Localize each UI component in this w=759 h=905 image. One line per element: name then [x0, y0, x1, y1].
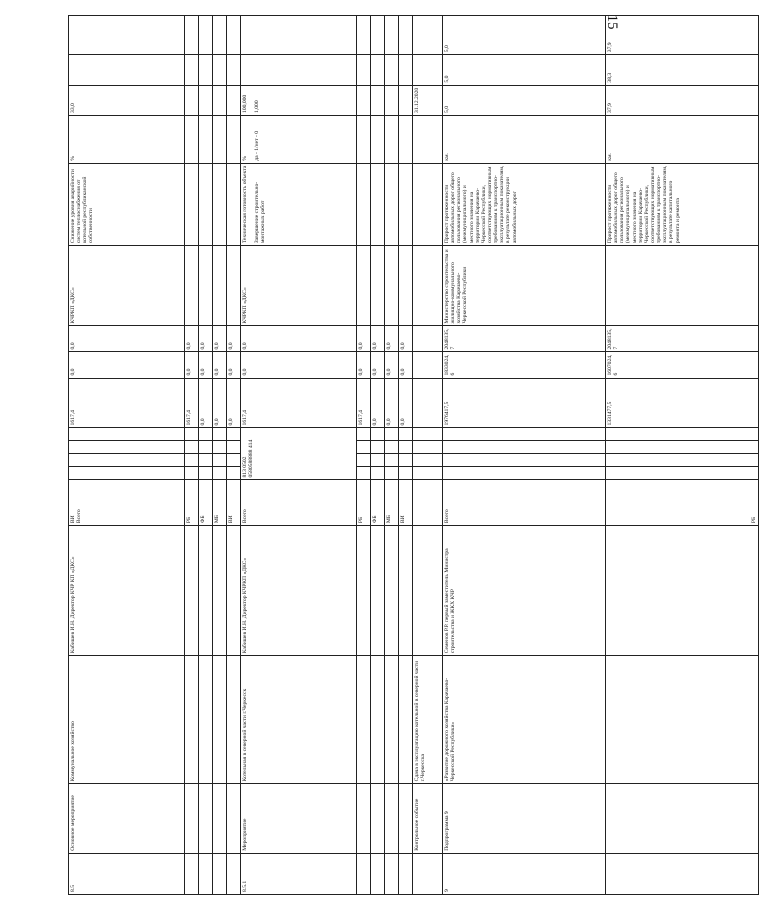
indicator-unit: км. — [443, 115, 606, 163]
indicator-name: Прирост протяженности автомобильных дорог общего пользования регионального (межмуниципального) и местного значения на территории Карачаево-Черкесской Республики, соответствующих нормативным требованиям к транспортно-эксплуатационным показателям, в результате реконструкции автомобильных дорог — [443, 163, 606, 245]
indicator-value: 33,0 — [69, 85, 185, 115]
table-row: ВИ 0,0 0,0 0,0 — [399, 16, 413, 895]
table-row: ФБ 0,0 0,0 0,0 — [199, 16, 213, 895]
row-number: 8.5.1 — [241, 853, 357, 894]
indicator-unit: % да - 1/нет - 0 — [241, 115, 357, 163]
program-table — [68, 15, 759, 895]
value-2019: 1617,4 — [69, 378, 185, 428]
table-row: ВИ 0,0 0,0 0,0 — [227, 16, 241, 895]
participant: КЧРКП «ДКС» — [241, 246, 357, 326]
table-row: РБ 1617,4 0,0 0,0 — [185, 16, 199, 895]
row-activity: «Развитие дорожного хозяйства Карачаево-Черкесской Республики» — [443, 656, 606, 784]
table-row — [69, 16, 185, 895]
row-executor: Кабишев И.Н. Директор КЧРКП «ДКС» — [241, 526, 357, 656]
row-executor: Семенов Р.Р. первый заместитель Министра строительства и ЖКХ КЧР — [443, 526, 606, 656]
rotated-table-container — [68, 15, 757, 895]
indicator-name: Прирост протяженности автомобильных дорог общего пользования регионального (межмуниципального) и местного значения на территории Карачаево-Черкесской Республики, соответствующих нормативным требованиям к транспортно-эксплуатационным показателям, в результате капитального ремонта и ремонта — [606, 163, 759, 245]
value-2020: 1607024,6 — [606, 352, 759, 378]
indicator-value-a: 5,0 — [443, 85, 606, 115]
value-2020: 1833024,6 — [443, 352, 606, 378]
participant: Министерство строительства и жилищно-коммунального хозяйства Карачаево-Черкесской Республики — [443, 246, 606, 326]
indicator-unit: км. — [606, 115, 759, 163]
control-date: 31.12.2020 — [413, 85, 443, 115]
value-2021: 2048135,7 — [606, 326, 759, 352]
row-number: 8.5 — [69, 853, 185, 894]
value-2019: 1617,4 — [241, 378, 357, 428]
indicator-name: Техническая готовность объекта Завершение строительно-монтажных работ — [241, 163, 357, 245]
value-2020: 0,0 — [241, 352, 357, 378]
table-row — [606, 16, 759, 895]
table-row: МБ 0,0 0,0 0,0 — [213, 16, 227, 895]
row-number: 9 — [443, 853, 606, 894]
value-2019: 1331477,5 — [606, 378, 759, 428]
value-2021: 0,0 — [241, 326, 357, 352]
table-row — [413, 16, 443, 895]
indicator-name: Снижение уровня аварийности систем теплоснабжения от котельной республиканской собственности — [69, 163, 185, 245]
row-name: Подпрограмма 9 — [443, 784, 606, 853]
indicator-value: 100,000 1,000 — [241, 85, 357, 115]
value-2020: 0,0 — [69, 352, 185, 378]
indicator-unit: % — [69, 115, 185, 163]
row-name: Контрольное событие — [413, 784, 443, 853]
table-row: МБ 0,0 0,0 0,0 — [385, 16, 399, 895]
indicator-value-b: 5,0 — [443, 55, 606, 85]
row-activity: Коммунальное хозяйство — [69, 656, 185, 784]
row-name: Основное мероприятие — [69, 784, 185, 853]
budget-code: 813 0502 0580588888 414 — [241, 428, 357, 480]
row-activity: Котельная в северной части г.Черкесск — [241, 656, 357, 784]
row-activity: Сдача в эксплуатацию котельной в северной части г.Черкесска — [413, 656, 443, 784]
value-2021: 2048135,7 — [443, 326, 606, 352]
indicator-value-c: 37,9 — [606, 16, 759, 55]
indicator-value-c: 5,0 — [443, 16, 606, 55]
row-source: ВИ Всего — [69, 480, 185, 526]
indicator-value-a: 37,9 — [606, 85, 759, 115]
value-2021: 0,0 — [69, 326, 185, 352]
table-row — [443, 16, 606, 895]
page-number: 15 — [604, 14, 620, 30]
value-2019: 1976417,5 — [443, 378, 606, 428]
indicator-value-b: 38,3 — [606, 55, 759, 85]
row-name: Мероприятие — [241, 784, 357, 853]
row-source: Всего — [443, 480, 606, 526]
row-source: РБ — [606, 480, 759, 526]
table-row: РБ 1617,4 0,0 0,0 — [357, 16, 371, 895]
participant: КЧРКП «ДКС» — [69, 246, 185, 326]
table-row: ФБ 0,0 0,0 0,0 — [371, 16, 385, 895]
row-executor: Кабишев И.Н. Директор КЧР КП «ДКС» — [69, 526, 185, 656]
row-source: Всего — [241, 480, 357, 526]
table-row — [241, 16, 357, 895]
